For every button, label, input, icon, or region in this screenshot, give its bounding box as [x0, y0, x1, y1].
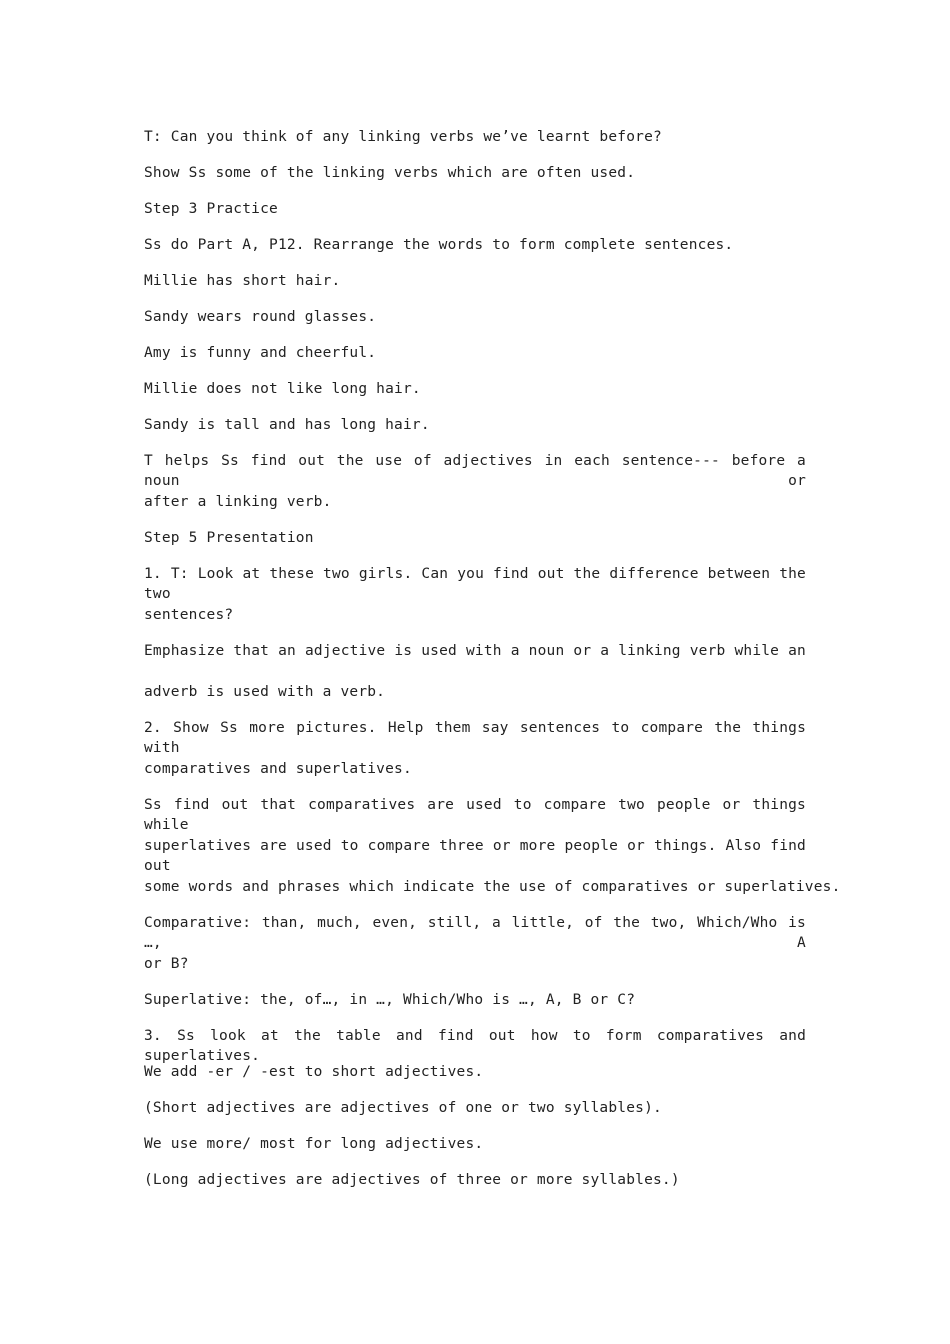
text-line: Emphasize that an adjective is used with a noun or a linking verb while an [144, 643, 806, 659]
example-sentence: Millie does not like long hair. [144, 381, 421, 397]
text-line: adverb is used with a verb. [144, 684, 386, 700]
text-line: (Short adjectives are adjectives of one or two syllables). [144, 1100, 662, 1116]
text-line: T: Can you think of any linking verbs we’ve learnt before? [144, 129, 662, 145]
text-line: (Long adjectives are adjectives of three or more syllables.) [144, 1172, 680, 1188]
text-line: or B? [144, 956, 189, 972]
text-line: after a linking verb. [144, 494, 332, 510]
text-line: 1. T: Look at these two girls. Can you find out the difference between the two [144, 566, 806, 602]
text-line: T helps Ss find out the use of adjectives in each sentence--- before a noun or [144, 453, 806, 489]
example-sentence: Amy is funny and cheerful. [144, 345, 377, 361]
example-sentence: Millie has short hair. [144, 273, 341, 289]
text-line: We add -er / -est to short adjectives. [144, 1064, 484, 1080]
text-line: comparatives and superlatives. [144, 761, 412, 777]
text-line: superlatives are used to compare three or more people or things. Also find out [144, 838, 806, 874]
section-heading: Step 3 Practice [144, 201, 278, 217]
section-heading: Step 5 Presentation [144, 530, 314, 546]
text-line: sentences? [144, 607, 234, 623]
text-line: 3. Ss look at the table and find out how to form comparatives and superlatives. [144, 1028, 806, 1064]
text-line: We use more/ most for long adjectives. [144, 1136, 484, 1152]
example-sentence: Sandy is tall and has long hair. [144, 417, 430, 433]
text-line: Show Ss some of the linking verbs which are often used. [144, 165, 636, 181]
example-sentence: Sandy wears round glasses. [144, 309, 377, 325]
text-line: Comparative: than, much, even, still, a little, of the two, Which/Who is …, A [144, 915, 806, 951]
text-line: Superlative: the, of…, in …, Which/Who is …, A, B or C? [144, 992, 636, 1008]
text-line: Ss find out that comparatives are used to compare two people or things while [144, 797, 806, 833]
text-line: 2. Show Ss more pictures. Help them say sentences to compare the things with [144, 720, 806, 756]
text-line: some words and phrases which indicate the use of comparatives or superlatives. [144, 879, 841, 895]
text-line: Ss do Part A, P12. Rearrange the words to form complete sentences. [144, 237, 734, 253]
